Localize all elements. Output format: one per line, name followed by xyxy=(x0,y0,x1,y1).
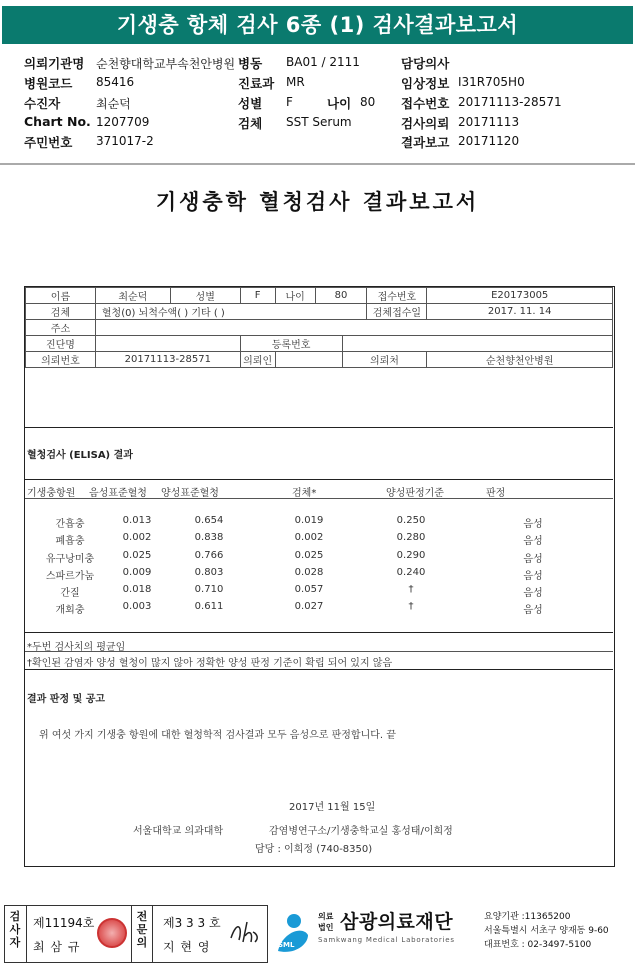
conclusion-text: 위 여섯 가지 기생충 항원에 대한 혈청학적 검사결과 모두 음성으로 판정합니다. 끝 xyxy=(39,730,396,741)
seal-stamp xyxy=(97,918,127,948)
result-row xyxy=(25,515,613,531)
specialist-license: 제3 3 3 호 xyxy=(163,916,221,930)
info-label: 검체접수일 xyxy=(367,304,427,320)
header-label: 접수번호 xyxy=(401,96,450,111)
cutoff-value: 0.250 xyxy=(396,515,426,526)
elisa-title: 혈청검사 (ELISA) 결과 xyxy=(27,450,133,461)
sample-value: 0.027 xyxy=(294,601,324,612)
antigen: 유구낭미충 xyxy=(45,554,95,565)
org-phone: 대표번호 : 02-3497-5100 xyxy=(484,940,592,950)
header-label: 의뢰기관명 xyxy=(24,56,85,71)
info-value xyxy=(275,352,342,368)
report-box xyxy=(24,286,615,867)
header-value: F xyxy=(286,95,293,109)
info-value: 20171113-28571 xyxy=(95,352,240,368)
header-label: 주민번호 xyxy=(24,135,73,150)
care-code: 요양기관 :11365200 xyxy=(484,912,571,922)
neg-value: 0.018 xyxy=(122,584,152,595)
info-value: 2017. 11. 14 xyxy=(427,304,613,320)
signature-box xyxy=(4,905,268,963)
document-title: 기생충 항체 검사 6종 (1) 검사결과보고서 xyxy=(2,6,633,44)
header-label: 검체 xyxy=(238,116,263,131)
antigen: 간질 xyxy=(60,588,80,599)
inspector-license: 제11194호 xyxy=(33,916,95,930)
column-header: 양성판정기준 xyxy=(386,488,444,499)
org-address: 서울특별시 서초구 양재동 9-60 xyxy=(484,926,609,936)
header-label: 진료과 xyxy=(238,76,275,91)
info-label: 등록번호 xyxy=(240,336,342,352)
info-value: E20173005 xyxy=(427,288,613,304)
header-label: 병동 xyxy=(238,56,263,71)
info-value: 80 xyxy=(315,288,367,304)
column-header: 검체* xyxy=(292,488,317,499)
neg-value: 0.009 xyxy=(122,567,152,578)
info-value: 혈청(0) 뇌척수액( ) 기타 ( ) xyxy=(95,304,367,320)
report-date: 2017년 11월 15일 xyxy=(289,802,376,813)
note-average: *두번 검사치의 평균임 xyxy=(27,642,126,653)
cutoff-value: † xyxy=(408,584,414,595)
result-value: 음성 xyxy=(523,554,543,565)
header-label: 병원코드 xyxy=(24,76,73,91)
info-label: 의뢰번호 xyxy=(26,352,96,368)
column-header: 판정 xyxy=(486,488,506,499)
result-value: 음성 xyxy=(523,571,543,582)
result-value: 음성 xyxy=(523,536,543,547)
cutoff-value: † xyxy=(408,601,414,612)
header-value: 1207709 xyxy=(96,115,150,129)
report-dept: 감염병연구소/기생충학교실 홍성태/이희정 xyxy=(269,826,453,837)
cutoff-value: 0.240 xyxy=(396,567,426,578)
info-label: 주소 xyxy=(26,320,96,336)
result-value: 음성 xyxy=(523,519,543,530)
sample-value: 0.002 xyxy=(294,532,324,543)
pos-value: 0.766 xyxy=(194,550,224,561)
neg-value: 0.025 xyxy=(122,550,152,561)
specialist-name: 지 현 영 xyxy=(163,940,211,954)
header-value: SST Serum xyxy=(286,115,352,129)
neg-value: 0.003 xyxy=(122,601,152,612)
info-value: 순천향천안병원 xyxy=(427,352,613,368)
header-value: I31R705H0 xyxy=(458,75,525,89)
antigen: 간흡충 xyxy=(55,519,85,530)
inspector-label: 검사자 xyxy=(9,910,21,949)
org-prefix-bottom: 법인 xyxy=(318,923,334,932)
pos-value: 0.654 xyxy=(194,515,224,526)
footer xyxy=(0,905,635,969)
header-label: 수진자 xyxy=(24,96,61,111)
info-label: 의뢰인 xyxy=(240,352,275,368)
header-divider xyxy=(0,163,635,165)
info-label: 이름 xyxy=(26,288,96,304)
report-contact: 담당 : 이희정 (740-8350) xyxy=(255,844,373,855)
patient-info-table xyxy=(25,287,613,368)
sml-logo-icon xyxy=(272,911,312,957)
header-value: 20171120 xyxy=(458,134,520,148)
header-value: 순천향대학교부속천안병원 xyxy=(96,57,236,71)
info-label: 접수번호 xyxy=(367,288,427,304)
info-label: 진단명 xyxy=(26,336,96,352)
report-sheet xyxy=(0,172,635,902)
info-label: 나이 xyxy=(275,288,315,304)
column-header: 기생충항원 xyxy=(27,488,76,499)
pos-value: 0.710 xyxy=(194,584,224,595)
antigen: 폐흡충 xyxy=(55,536,85,547)
pos-value: 0.803 xyxy=(194,567,224,578)
column-header: 음성표준혈청 xyxy=(89,488,147,499)
cutoff-value: 0.290 xyxy=(396,550,426,561)
result-row xyxy=(25,550,613,566)
neg-value: 0.013 xyxy=(122,515,152,526)
neg-value: 0.002 xyxy=(122,532,152,543)
result-row xyxy=(25,567,613,583)
sample-value: 0.057 xyxy=(294,584,324,595)
sample-value: 0.028 xyxy=(294,567,324,578)
info-value xyxy=(342,336,613,352)
sml-logo xyxy=(272,911,312,957)
header-value: 20171113-28571 xyxy=(458,95,562,109)
sample-value: 0.019 xyxy=(294,515,324,526)
antigen: 스파르가눔 xyxy=(45,571,95,582)
note-cutoff: †확인된 감염자 양성 혈청이 많지 않아 정확한 양성 판정 기준이 확립 되어 있지 않음 xyxy=(27,658,393,669)
results-header xyxy=(25,479,613,499)
header-label: 임상정보 xyxy=(401,76,450,91)
info-value: 최순덕 xyxy=(95,288,170,304)
report-org: 서울대학교 의과대학 xyxy=(133,826,224,837)
header-label: 결과보고 xyxy=(401,135,450,150)
header-label: 성별 xyxy=(238,96,263,111)
org-name: 삼광의료재단 xyxy=(340,911,454,933)
inspector-name: 최 삼 규 xyxy=(33,940,81,954)
inspector-label-cell xyxy=(5,906,27,962)
header-label: 담당의사 xyxy=(401,56,450,71)
org-name-en: Samkwang Medical Laboratories xyxy=(318,936,455,944)
result-row xyxy=(25,601,613,617)
cutoff-value: 0.280 xyxy=(396,532,426,543)
header-info xyxy=(0,52,635,162)
header-value: MR xyxy=(286,75,305,89)
notes-section xyxy=(25,632,613,669)
specialist-label-cell xyxy=(131,906,153,962)
info-value xyxy=(95,320,612,336)
elisa-section xyxy=(25,427,613,479)
sml-logo-text: SML xyxy=(278,941,295,949)
org-prefix-top: 의료 xyxy=(318,912,334,921)
result-value: 음성 xyxy=(523,605,543,616)
header-value: BA01 / 2111 xyxy=(286,55,360,69)
result-value: 음성 xyxy=(523,588,543,599)
conclusion-section xyxy=(25,669,613,867)
pos-value: 0.611 xyxy=(194,601,224,612)
signature-mark xyxy=(227,918,261,948)
header-label: 검사의뢰 xyxy=(401,116,450,131)
note-divider xyxy=(25,651,613,652)
result-row xyxy=(25,584,613,600)
report-title: 기생충학 혈청검사 결과보고서 xyxy=(155,189,480,214)
info-value xyxy=(95,336,240,352)
info-label: 검체 xyxy=(26,304,96,320)
conclusion-title: 결과 판정 및 공고 xyxy=(27,694,106,705)
result-row xyxy=(25,532,613,548)
info-value: F xyxy=(240,288,275,304)
header-value: 80 xyxy=(360,95,376,109)
specialist-label: 전문의 xyxy=(136,910,148,949)
column-header: 양성표준혈청 xyxy=(161,488,219,499)
header-label: 나이 xyxy=(327,96,352,111)
header-value: 371017-2 xyxy=(96,134,154,148)
sample-value: 0.025 xyxy=(294,550,324,561)
header-value: 최순덕 xyxy=(96,97,131,111)
header-label: Chart No. xyxy=(24,114,91,129)
info-label: 의뢰처 xyxy=(342,352,427,368)
header-value: 85416 xyxy=(96,75,135,89)
header-value: 20171113 xyxy=(458,115,520,129)
antigen: 개회충 xyxy=(55,605,85,616)
info-label: 성별 xyxy=(170,288,240,304)
pos-value: 0.838 xyxy=(194,532,224,543)
